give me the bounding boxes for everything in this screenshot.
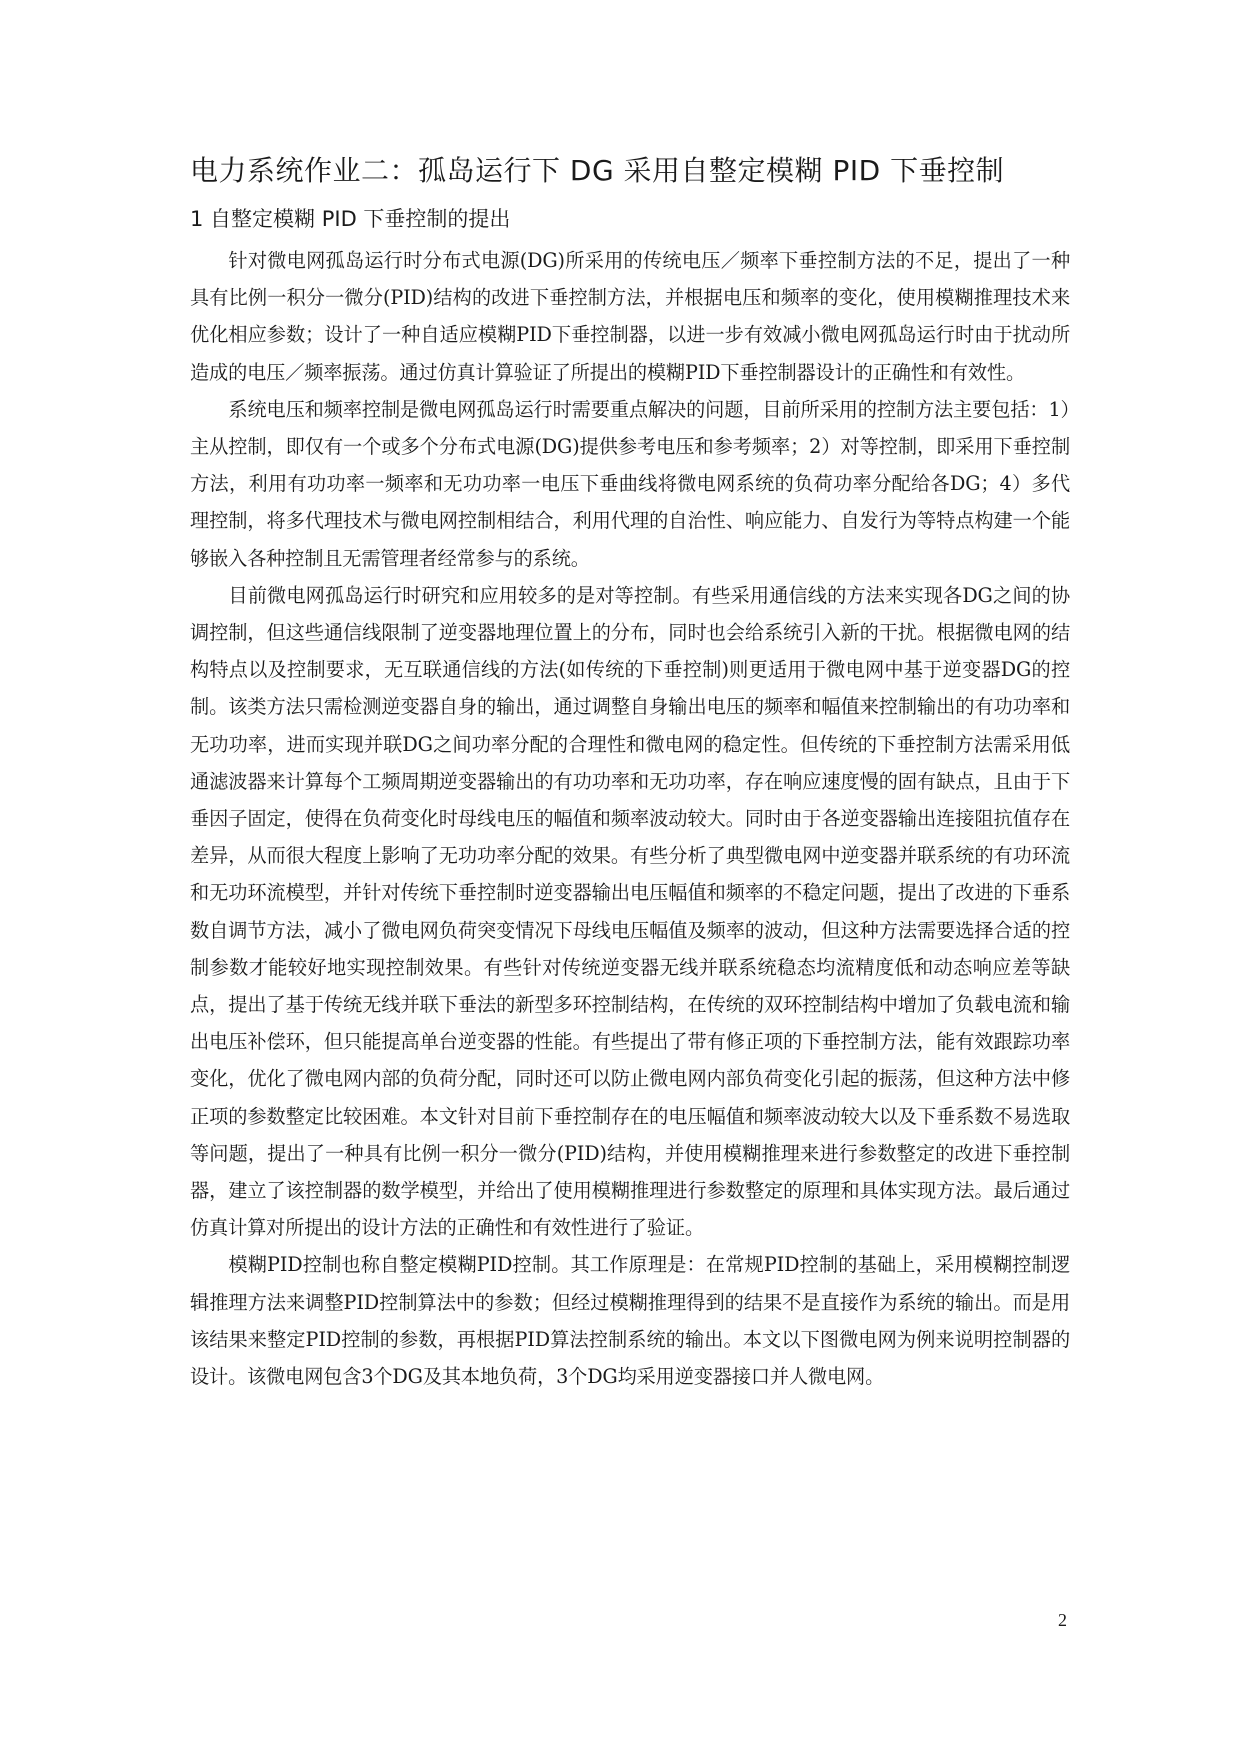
document-content [190,150,1070,1395]
paragraph-3: 目前微电网孤岛运行时研究和应用较多的是对等控制。有些采用通信线的方法来实现各DG之间的协调控制，但这些通信线限制了逆变器地理位置上的分布，同时也会给系统引入新的干扰。根据微电网的结构特点以及控制要求，无互联通信线的方法(如传统的下垂控制)则更适用于微电网中基于逆变器DG的控制。该类方法只需检测逆变器自身的输出，通过调整自身输出电压的频率和幅值来控制输出的有功功率和无功功率，进而实现并联DG之间功率分配的合理性和微电网的稳定性。但传统的下垂控制方法需采用低通滤波器来计算每个工频周期逆变器输出的有功功率和无功功率，存在响应速度慢的固有缺点，且由于下垂因子固定，使得在负荷变化时母线电压的幅值和频率波动较大。同时由于各逆变器输出连接阻抗值存在差异，从而很大程度上影响了无功功率分配的效果。有些分析了典型微电网中逆变器并联系统的有功环流和无功环流模型，并针对传统下垂控制时逆变器输出电压幅值和频率的不稳定问题，提出了改进的下垂系数自调节方法，减小了微电网负荷突变情况下母线电压幅值及频率的波动，但这种方法需要选择合适的控制参数才能较好地实现控制效果。有些针对传统逆变器无线并联系统稳态均流精度低和动态响应差等缺点，提出了基于传统无线并联下垂法的新型多环控制结构，在传统的双环控制结构中增加了负载电流和输出电压补偿环，但只能提高单台逆变器的性能。有些提出了带有修正项的下垂控制方法，能有效跟踪功率变化，优化了微电网内部的负荷分配，同时还可以防止微电网内部负荷变化引起的振荡，但这种方法中修正项的参数整定比较困难。本文针对目前下垂控制存在的电压幅值和频率波动较大以及下垂系数不易选取等问题，提出了一种具有比例一积分一微分(PID)结构，并使用模糊推理来进行参数整定的改进下垂控制器，建立了该控制器的数学模型，并给出了使用模糊推理进行参数整定的原理和具体实现方法。最后通过仿真计算对所提出的设计方法的正确性和有效性进行了验证。 [190,583,1070,1240]
page-number: 2 [1058,1610,1067,1630]
paragraph-4: 模糊PID控制也称自整定模糊PID控制。其工作原理是：在常规PID控制的基础上，采用模糊控制逻辑推理方法来调整PID控制算法中的参数；但经过模糊推理得到的结果不是直接作为系统的输出。而是用该结果来整定PID控制的参数，再根据PID算法控制系统的输出。本文以下图微电网为例来说明控制器的设计。该微电网包含3个DG及其本地负荷，3个DG均采用逆变器接口并人微电网。 [190,1253,1070,1389]
paragraph-2: 系统电压和频率控制是微电网孤岛运行时需要重点解决的问题，目前所采用的控制方法主要包括：1）主从控制，即仅有一个或多个分布式电源(DG)提供参考电压和参考频率；2）对等控制，即采用下垂控制方法，利用有功功率一频率和无功功率一电压下垂曲线将微电网系统的负荷功率分配给各DG；4）多代理控制，将多代理技术与微电网控制相结合，利用代理的自治性、响应能力、自发行为等特点构建一个能够嵌入各种控制且无需管理者经常参与的系统。 [190,397,1070,570]
section-heading: 1 自整定模糊 PID 下垂控制的提出 [190,207,511,231]
document-title: 电力系统作业二：孤岛运行下 DG 采用自整定模糊 PID 下垂控制 [190,154,1005,187]
paragraph-1: 针对微电网孤岛运行时分布式电源(DG)所采用的传统电压／频率下垂控制方法的不足，提出了一种具有比例一积分一微分(PID)结构的改进下垂控制方法，并根据电压和频率的变化，使用模糊推理技术来优化相应参数；设计了一种自适应模糊PID下垂控制器，以进一步有效减小微电网孤岛运行时由于扰动所造成的电压／频率振荡。通过仿真计算验证了所提出的模糊PID下垂控制器设计的正确性和有效性。 [190,249,1070,384]
